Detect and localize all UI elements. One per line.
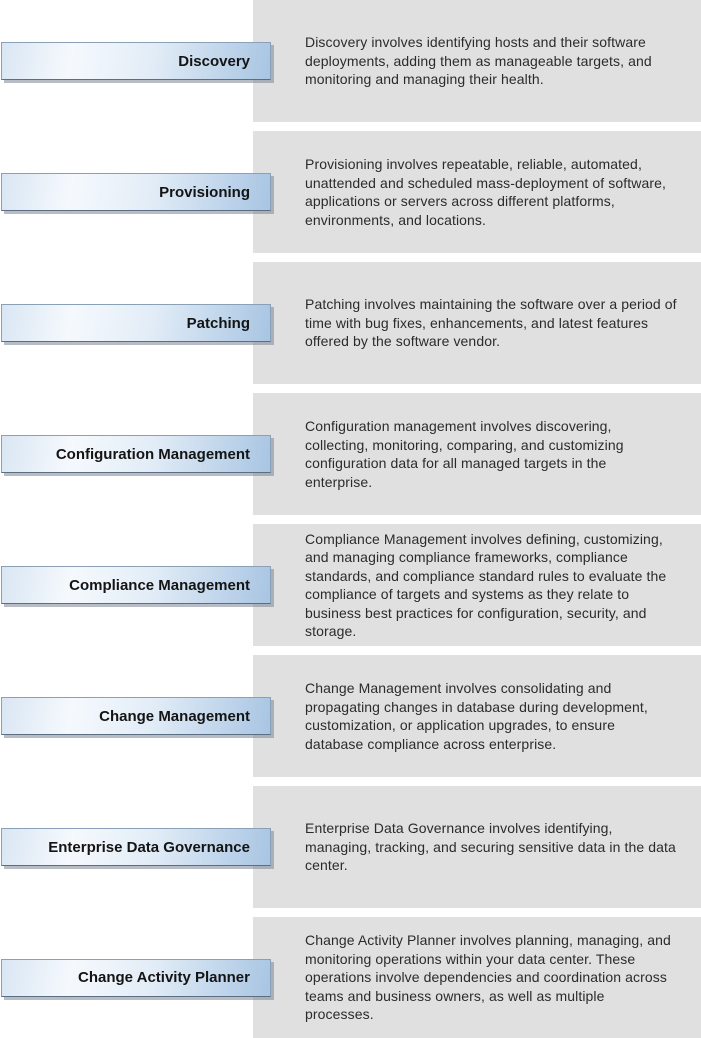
stage-description: Change Management involves consolidating and propagating changes in database during development, customization, or application upgrades, to ensure database compliance across enterprise. [305,680,648,752]
lifecycle-row [0,917,701,1038]
stage-description: Discovery involves identifying hosts and their software deployments, adding them as manageable targets, and monitoring and managing their health. [305,34,652,88]
description-panel [253,786,701,908]
stage-button [1,828,271,866]
stage-button [1,566,271,604]
lifecycle-row [0,655,701,777]
stage-label: Enterprise Data Governance [48,838,250,856]
stage-label: Change Activity Planner [78,969,250,986]
stage-label: Configuration Management [55,445,250,463]
lifecycle-row [0,393,701,515]
stage-description: Change Activity Planner involves planning, managing, and monitoring operations within your data center. These operations involve dependencies and coordination across teams and business owners, as well as multiple processes. [305,932,671,1023]
stage-button [1,42,271,80]
stage-description: Provisioning involves repeatable, reliable, automated, unattended and scheduled mass-deployment of software, applications or servers across different platforms, environments, and locations. [305,156,666,228]
stage-button [1,697,271,735]
description-panel [253,131,701,253]
description-panel [253,262,701,384]
lifecycle-row [0,262,701,384]
stage-button [1,173,271,211]
stage-description: Configuration management involves discovering, collecting, monitoring, comparing, and customizing configuration data for all managed targets in the enterprise. [305,418,624,490]
stage-button [1,435,271,473]
stage-label: Compliance Management [69,576,250,594]
stage-description: Patching involves maintaining the software over a period of time with bug fixes, enhancements, and latest features offered by the software vendor. [305,296,677,350]
stage-label: Provisioning [159,183,250,201]
description-panel [253,917,701,1038]
lifecycle-row [0,524,701,646]
lifecycle-row [0,0,701,122]
description-panel [253,0,701,122]
stage-label: Change Management [99,707,250,725]
stage-label: Discovery [178,52,250,70]
description-panel [253,393,701,515]
stage-button [1,304,271,342]
stage-description: Enterprise Data Governance involves identifying, managing, tracking, and securing sensitive data in the data center. [305,820,676,874]
stage-button [1,959,271,997]
lifecycle-row [0,786,701,908]
description-panel [253,655,701,777]
stage-label: Patching [186,314,250,332]
description-panel [253,524,701,646]
stage-description: Compliance Management involves defining, customizing, and managing compliance frameworks, compliance standards, and compliance standard rules to evaluate the compliance of targets and systems as they relate to business best practices for configuration, security, and storage. [305,530,667,639]
lifecycle-row [0,131,701,253]
